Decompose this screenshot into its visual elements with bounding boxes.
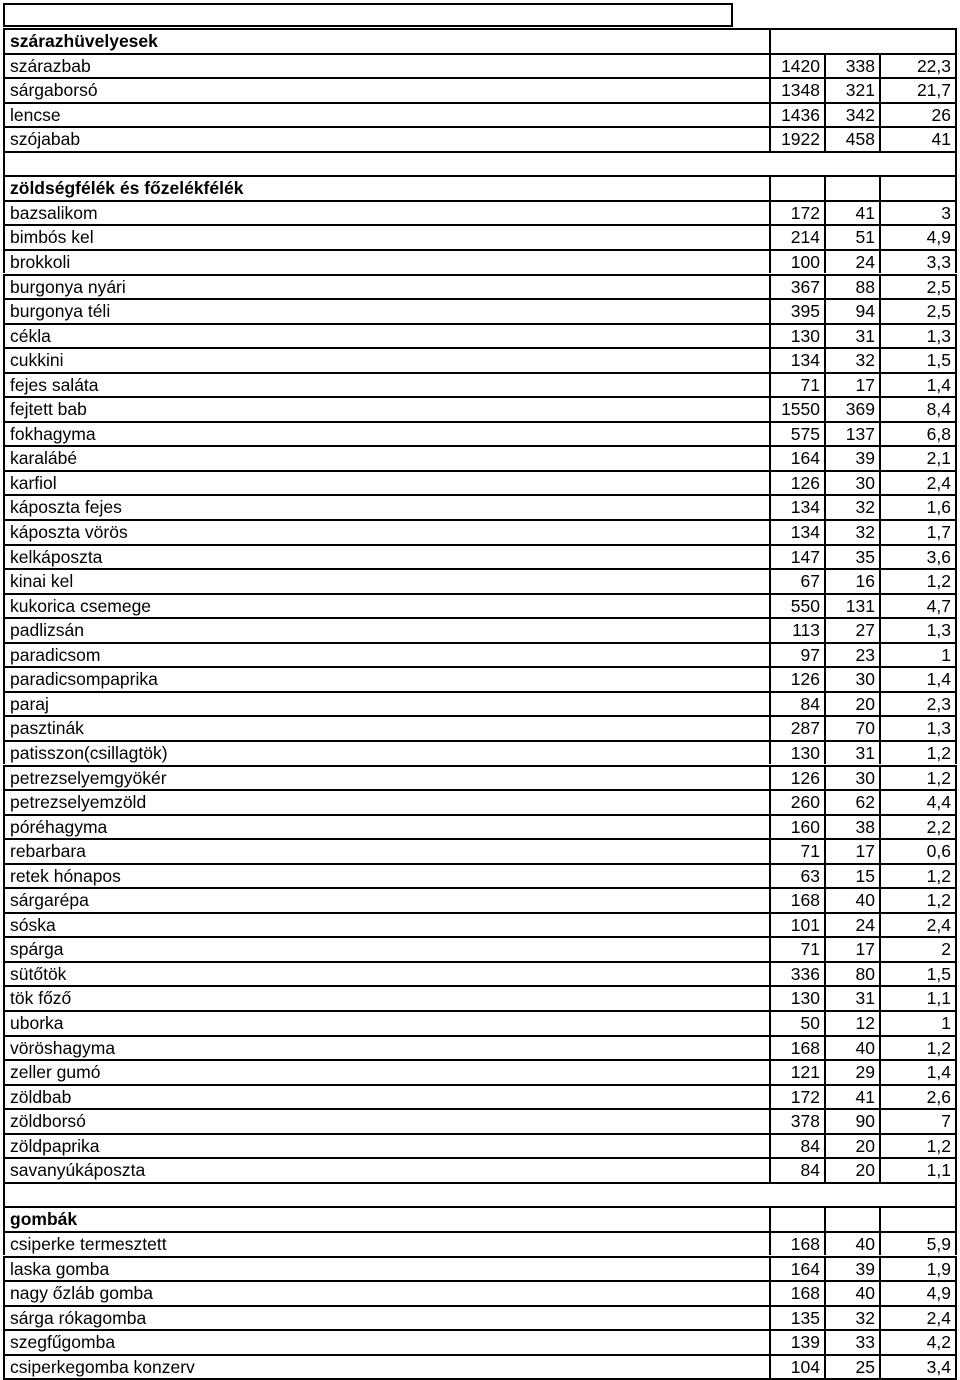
value-cell-2: 51: [824, 224, 879, 249]
value-cell-3: 2,2: [879, 814, 957, 839]
value-cell-2: 369: [824, 396, 879, 421]
value-cell-1: 1922: [769, 126, 824, 151]
value-cell-3: 2,3: [879, 691, 957, 716]
value-cell-3: 1,2: [879, 1035, 957, 1060]
value-cell-3: 1,6: [879, 494, 957, 519]
value-cell-2: 31: [824, 985, 879, 1010]
table-row: [3, 715, 957, 740]
value-cell-2: 32: [824, 519, 879, 544]
value-cell-3: 1,1: [879, 985, 957, 1010]
table-row: [3, 666, 957, 691]
food-name-cell: káposzta fejes: [3, 494, 769, 519]
table-row: [3, 863, 957, 888]
value-cell-3: 1,3: [879, 715, 957, 740]
value-cell-1: 97: [769, 642, 824, 667]
table-row: [3, 568, 957, 593]
value-cell-1: 126: [769, 666, 824, 691]
value-cell-3: 0,6: [879, 838, 957, 863]
value-cell-3: 2,1: [879, 445, 957, 470]
value-cell-1: 135: [769, 1305, 824, 1330]
value-cell-1: 71: [769, 372, 824, 397]
value-cell-1: 84: [769, 1133, 824, 1158]
value-cell-3: 1,2: [879, 863, 957, 888]
value-cell-1: 367: [769, 274, 824, 299]
table-row: [3, 642, 957, 667]
table-row: [3, 77, 957, 102]
value-cell-2: 41: [824, 200, 879, 225]
value-cell-2: 30: [824, 470, 879, 495]
value-cell-1: 1436: [769, 102, 824, 127]
table-row: [3, 1059, 957, 1084]
food-name-cell: retek hónapos: [3, 863, 769, 888]
value-cell-3: 4,2: [879, 1329, 957, 1354]
food-name-cell: sárgarépa: [3, 887, 769, 912]
value-cell-2: 25: [824, 1354, 879, 1379]
value-cell-3: 1,1: [879, 1157, 957, 1182]
value-cell-2: 17: [824, 936, 879, 961]
value-cell-1: 130: [769, 323, 824, 348]
food-name-cell: sárgaborsó: [3, 77, 769, 102]
blank-cell: [3, 151, 957, 176]
value-cell-3: 2,4: [879, 912, 957, 937]
table-row: [3, 1280, 957, 1305]
value-cell-2: 31: [824, 740, 879, 765]
table-row: [3, 200, 957, 225]
food-name-cell: rebarbara: [3, 838, 769, 863]
table-row: [3, 912, 957, 937]
section-title: szárazhüvelyesek: [3, 28, 769, 53]
value-cell-3: 2,6: [879, 1084, 957, 1109]
food-name-cell: brokkoli: [3, 249, 769, 274]
table-row: [3, 102, 957, 127]
header-empty-cell: [824, 175, 879, 200]
value-cell-2: 40: [824, 887, 879, 912]
value-cell-1: 100: [769, 249, 824, 274]
value-cell-2: 35: [824, 544, 879, 569]
table-row: [3, 593, 957, 618]
value-cell-1: 164: [769, 1256, 824, 1281]
table-row: [3, 544, 957, 569]
table-row: [3, 740, 957, 765]
food-name-cell: kukorica csemege: [3, 593, 769, 618]
value-cell-3: 1,2: [879, 765, 957, 790]
table-row: [3, 985, 957, 1010]
header-empty-cell: [879, 175, 957, 200]
value-cell-2: 20: [824, 691, 879, 716]
value-cell-2: 90: [824, 1108, 879, 1133]
value-cell-3: 1,4: [879, 372, 957, 397]
value-cell-3: 1,5: [879, 961, 957, 986]
table-row: [3, 396, 957, 421]
value-cell-3: 5,9: [879, 1231, 957, 1256]
value-cell-3: 1,3: [879, 323, 957, 348]
value-cell-2: 39: [824, 445, 879, 470]
table-row: [3, 887, 957, 912]
value-cell-3: 1,2: [879, 740, 957, 765]
value-cell-1: 172: [769, 1084, 824, 1109]
top-empty-cell: [3, 3, 733, 27]
value-cell-3: 1,3: [879, 617, 957, 642]
table-row: [3, 765, 957, 790]
table-row: [3, 347, 957, 372]
value-cell-1: 130: [769, 740, 824, 765]
value-cell-2: 38: [824, 814, 879, 839]
value-cell-3: 26: [879, 102, 957, 127]
header-empty-cell: [769, 28, 957, 53]
food-name-cell: sóska: [3, 912, 769, 937]
header-empty-cell: [879, 1206, 957, 1231]
table-row: [3, 53, 957, 78]
value-cell-2: 29: [824, 1059, 879, 1084]
table-row: [3, 814, 957, 839]
value-cell-1: 84: [769, 691, 824, 716]
value-cell-3: 1,4: [879, 1059, 957, 1084]
value-cell-3: 3,4: [879, 1354, 957, 1379]
table-row: [3, 1305, 957, 1330]
value-cell-3: 1: [879, 1010, 957, 1035]
value-cell-1: 84: [769, 1157, 824, 1182]
value-cell-1: 134: [769, 494, 824, 519]
food-name-cell: paradicsom: [3, 642, 769, 667]
table-row: [3, 1133, 957, 1158]
value-cell-2: 24: [824, 249, 879, 274]
food-name-cell: paradicsompaprika: [3, 666, 769, 691]
food-name-cell: fokhagyma: [3, 421, 769, 446]
value-cell-1: 214: [769, 224, 824, 249]
food-name-cell: zöldborsó: [3, 1108, 769, 1133]
value-cell-2: 16: [824, 568, 879, 593]
table-row: [3, 789, 957, 814]
value-cell-3: 7: [879, 1108, 957, 1133]
food-name-cell: patisszon(csillagtök): [3, 740, 769, 765]
value-cell-3: 3,3: [879, 249, 957, 274]
value-cell-2: 40: [824, 1231, 879, 1256]
food-name-cell: zöldpaprika: [3, 1133, 769, 1158]
table-row: [3, 1256, 957, 1281]
value-cell-1: 67: [769, 568, 824, 593]
table-row: [3, 1231, 957, 1256]
value-cell-3: 2,5: [879, 298, 957, 323]
value-cell-2: 338: [824, 53, 879, 78]
food-name-cell: savanyúkáposzta: [3, 1157, 769, 1182]
table-row: [3, 323, 957, 348]
value-cell-2: 20: [824, 1157, 879, 1182]
food-name-cell: káposzta vörös: [3, 519, 769, 544]
value-cell-1: 287: [769, 715, 824, 740]
food-name-cell: póréhagyma: [3, 814, 769, 839]
food-name-cell: csiperke termesztett: [3, 1231, 769, 1256]
blank-row: [3, 151, 957, 176]
value-cell-2: 31: [824, 323, 879, 348]
food-name-cell: nagy őzláb gomba: [3, 1280, 769, 1305]
section-title: gombák: [3, 1206, 769, 1231]
value-cell-3: 8,4: [879, 396, 957, 421]
food-name-cell: szárazbab: [3, 53, 769, 78]
section-header-row: [3, 1206, 957, 1231]
value-cell-3: 41: [879, 126, 957, 151]
value-cell-2: 24: [824, 912, 879, 937]
food-name-cell: petrezselyemgyökér: [3, 765, 769, 790]
value-cell-2: 40: [824, 1035, 879, 1060]
value-cell-1: 1348: [769, 77, 824, 102]
value-cell-1: 168: [769, 1280, 824, 1305]
value-cell-2: 32: [824, 1305, 879, 1330]
value-cell-1: 1550: [769, 396, 824, 421]
value-cell-1: 50: [769, 1010, 824, 1035]
table-row: [3, 470, 957, 495]
value-cell-3: 4,4: [879, 789, 957, 814]
value-cell-1: 71: [769, 838, 824, 863]
value-cell-2: 17: [824, 838, 879, 863]
food-name-cell: fejtett bab: [3, 396, 769, 421]
value-cell-3: 4,9: [879, 1280, 957, 1305]
value-cell-1: 336: [769, 961, 824, 986]
food-name-cell: zöldbab: [3, 1084, 769, 1109]
value-cell-2: 30: [824, 666, 879, 691]
table-row: [3, 1010, 957, 1035]
value-cell-2: 33: [824, 1329, 879, 1354]
value-cell-3: 2,4: [879, 470, 957, 495]
food-name-cell: spárga: [3, 936, 769, 961]
value-cell-2: 70: [824, 715, 879, 740]
value-cell-3: 6,8: [879, 421, 957, 446]
food-name-cell: szegfűgomba: [3, 1329, 769, 1354]
food-name-cell: sárga rókagomba: [3, 1305, 769, 1330]
value-cell-2: 131: [824, 593, 879, 618]
value-cell-1: 550: [769, 593, 824, 618]
table-row: [3, 1157, 957, 1182]
table-row: [3, 1084, 957, 1109]
header-empty-cell: [824, 1206, 879, 1231]
value-cell-3: 1,2: [879, 887, 957, 912]
value-cell-1: 134: [769, 347, 824, 372]
value-cell-3: 2,4: [879, 1305, 957, 1330]
value-cell-2: 137: [824, 421, 879, 446]
food-name-cell: paraj: [3, 691, 769, 716]
table-row: [3, 1329, 957, 1354]
table-row: [3, 936, 957, 961]
table-row: [3, 617, 957, 642]
value-cell-1: 147: [769, 544, 824, 569]
table-row: [3, 519, 957, 544]
food-name-cell: sütőtök: [3, 961, 769, 986]
value-cell-1: 104: [769, 1354, 824, 1379]
value-cell-2: 321: [824, 77, 879, 102]
value-cell-2: 80: [824, 961, 879, 986]
value-cell-2: 30: [824, 765, 879, 790]
value-cell-3: 4,7: [879, 593, 957, 618]
value-cell-2: 458: [824, 126, 879, 151]
food-name-cell: uborka: [3, 1010, 769, 1035]
table-row: [3, 494, 957, 519]
value-cell-2: 32: [824, 347, 879, 372]
food-name-cell: lencse: [3, 102, 769, 127]
food-name-cell: tök főző: [3, 985, 769, 1010]
value-cell-3: 21,7: [879, 77, 957, 102]
value-cell-1: 164: [769, 445, 824, 470]
value-cell-1: 172: [769, 200, 824, 225]
value-cell-2: 62: [824, 789, 879, 814]
value-cell-1: 121: [769, 1059, 824, 1084]
value-cell-1: 168: [769, 1231, 824, 1256]
table-row: [3, 1108, 957, 1133]
table-row: [3, 421, 957, 446]
food-name-cell: burgonya téli: [3, 298, 769, 323]
food-name-cell: pasztinák: [3, 715, 769, 740]
blank-row: [3, 1182, 957, 1207]
value-cell-2: 88: [824, 274, 879, 299]
value-cell-2: 12: [824, 1010, 879, 1035]
table-row: [3, 249, 957, 274]
value-cell-1: 63: [769, 863, 824, 888]
food-name-cell: laska gomba: [3, 1256, 769, 1281]
table-row: [3, 445, 957, 470]
value-cell-1: 378: [769, 1108, 824, 1133]
food-name-cell: kinai kel: [3, 568, 769, 593]
value-cell-3: 2,5: [879, 274, 957, 299]
table-row: [3, 691, 957, 716]
value-cell-3: 22,3: [879, 53, 957, 78]
food-name-cell: cukkini: [3, 347, 769, 372]
value-cell-1: 395: [769, 298, 824, 323]
value-cell-2: 23: [824, 642, 879, 667]
food-name-cell: bazsalikom: [3, 200, 769, 225]
table-row: [3, 1035, 957, 1060]
table-row: [3, 1354, 957, 1379]
food-name-cell: karalábé: [3, 445, 769, 470]
value-cell-1: 113: [769, 617, 824, 642]
section-header-row: [3, 28, 957, 53]
value-cell-3: 2: [879, 936, 957, 961]
value-cell-2: 94: [824, 298, 879, 323]
table-row: [3, 274, 957, 299]
value-cell-1: 126: [769, 470, 824, 495]
value-cell-3: 1,4: [879, 666, 957, 691]
value-cell-1: 575: [769, 421, 824, 446]
value-cell-1: 160: [769, 814, 824, 839]
food-name-cell: csiperkegomba konzerv: [3, 1354, 769, 1379]
food-name-cell: zeller gumó: [3, 1059, 769, 1084]
value-cell-2: 342: [824, 102, 879, 127]
value-cell-1: 130: [769, 985, 824, 1010]
section-title: zöldségfélék és főzelékfélék: [3, 175, 769, 200]
table-row: [3, 224, 957, 249]
value-cell-3: 3,6: [879, 544, 957, 569]
blank-cell: [3, 1182, 957, 1207]
value-cell-2: 17: [824, 372, 879, 397]
value-cell-3: 1,5: [879, 347, 957, 372]
value-cell-2: 40: [824, 1280, 879, 1305]
food-name-cell: petrezselyemzöld: [3, 789, 769, 814]
value-cell-1: 168: [769, 887, 824, 912]
value-cell-1: 134: [769, 519, 824, 544]
value-cell-1: 139: [769, 1329, 824, 1354]
value-cell-1: 260: [769, 789, 824, 814]
value-cell-3: 1: [879, 642, 957, 667]
table-row: [3, 838, 957, 863]
value-cell-3: 1,7: [879, 519, 957, 544]
food-name-cell: bimbós kel: [3, 224, 769, 249]
food-name-cell: burgonya nyári: [3, 274, 769, 299]
table-row: [3, 126, 957, 151]
section-header-row: [3, 175, 957, 200]
value-cell-3: 3: [879, 200, 957, 225]
food-name-cell: padlizsán: [3, 617, 769, 642]
food-name-cell: fejes saláta: [3, 372, 769, 397]
food-name-cell: kelkáposzta: [3, 544, 769, 569]
table-row: [3, 298, 957, 323]
value-cell-1: 1420: [769, 53, 824, 78]
value-cell-3: 4,9: [879, 224, 957, 249]
value-cell-3: 1,9: [879, 1256, 957, 1281]
value-cell-2: 15: [824, 863, 879, 888]
value-cell-2: 20: [824, 1133, 879, 1158]
food-name-cell: vöröshagyma: [3, 1035, 769, 1060]
value-cell-1: 71: [769, 936, 824, 961]
food-name-cell: szójabab: [3, 126, 769, 151]
value-cell-3: 1,2: [879, 568, 957, 593]
value-cell-2: 41: [824, 1084, 879, 1109]
table-row: [3, 961, 957, 986]
table-row: [3, 372, 957, 397]
food-name-cell: karfiol: [3, 470, 769, 495]
food-name-cell: cékla: [3, 323, 769, 348]
value-cell-1: 101: [769, 912, 824, 937]
value-cell-1: 168: [769, 1035, 824, 1060]
header-empty-cell: [769, 175, 824, 200]
value-cell-3: 1,2: [879, 1133, 957, 1158]
value-cell-2: 32: [824, 494, 879, 519]
value-cell-2: 39: [824, 1256, 879, 1281]
header-empty-cell: [769, 1206, 824, 1231]
value-cell-2: 27: [824, 617, 879, 642]
value-cell-1: 126: [769, 765, 824, 790]
